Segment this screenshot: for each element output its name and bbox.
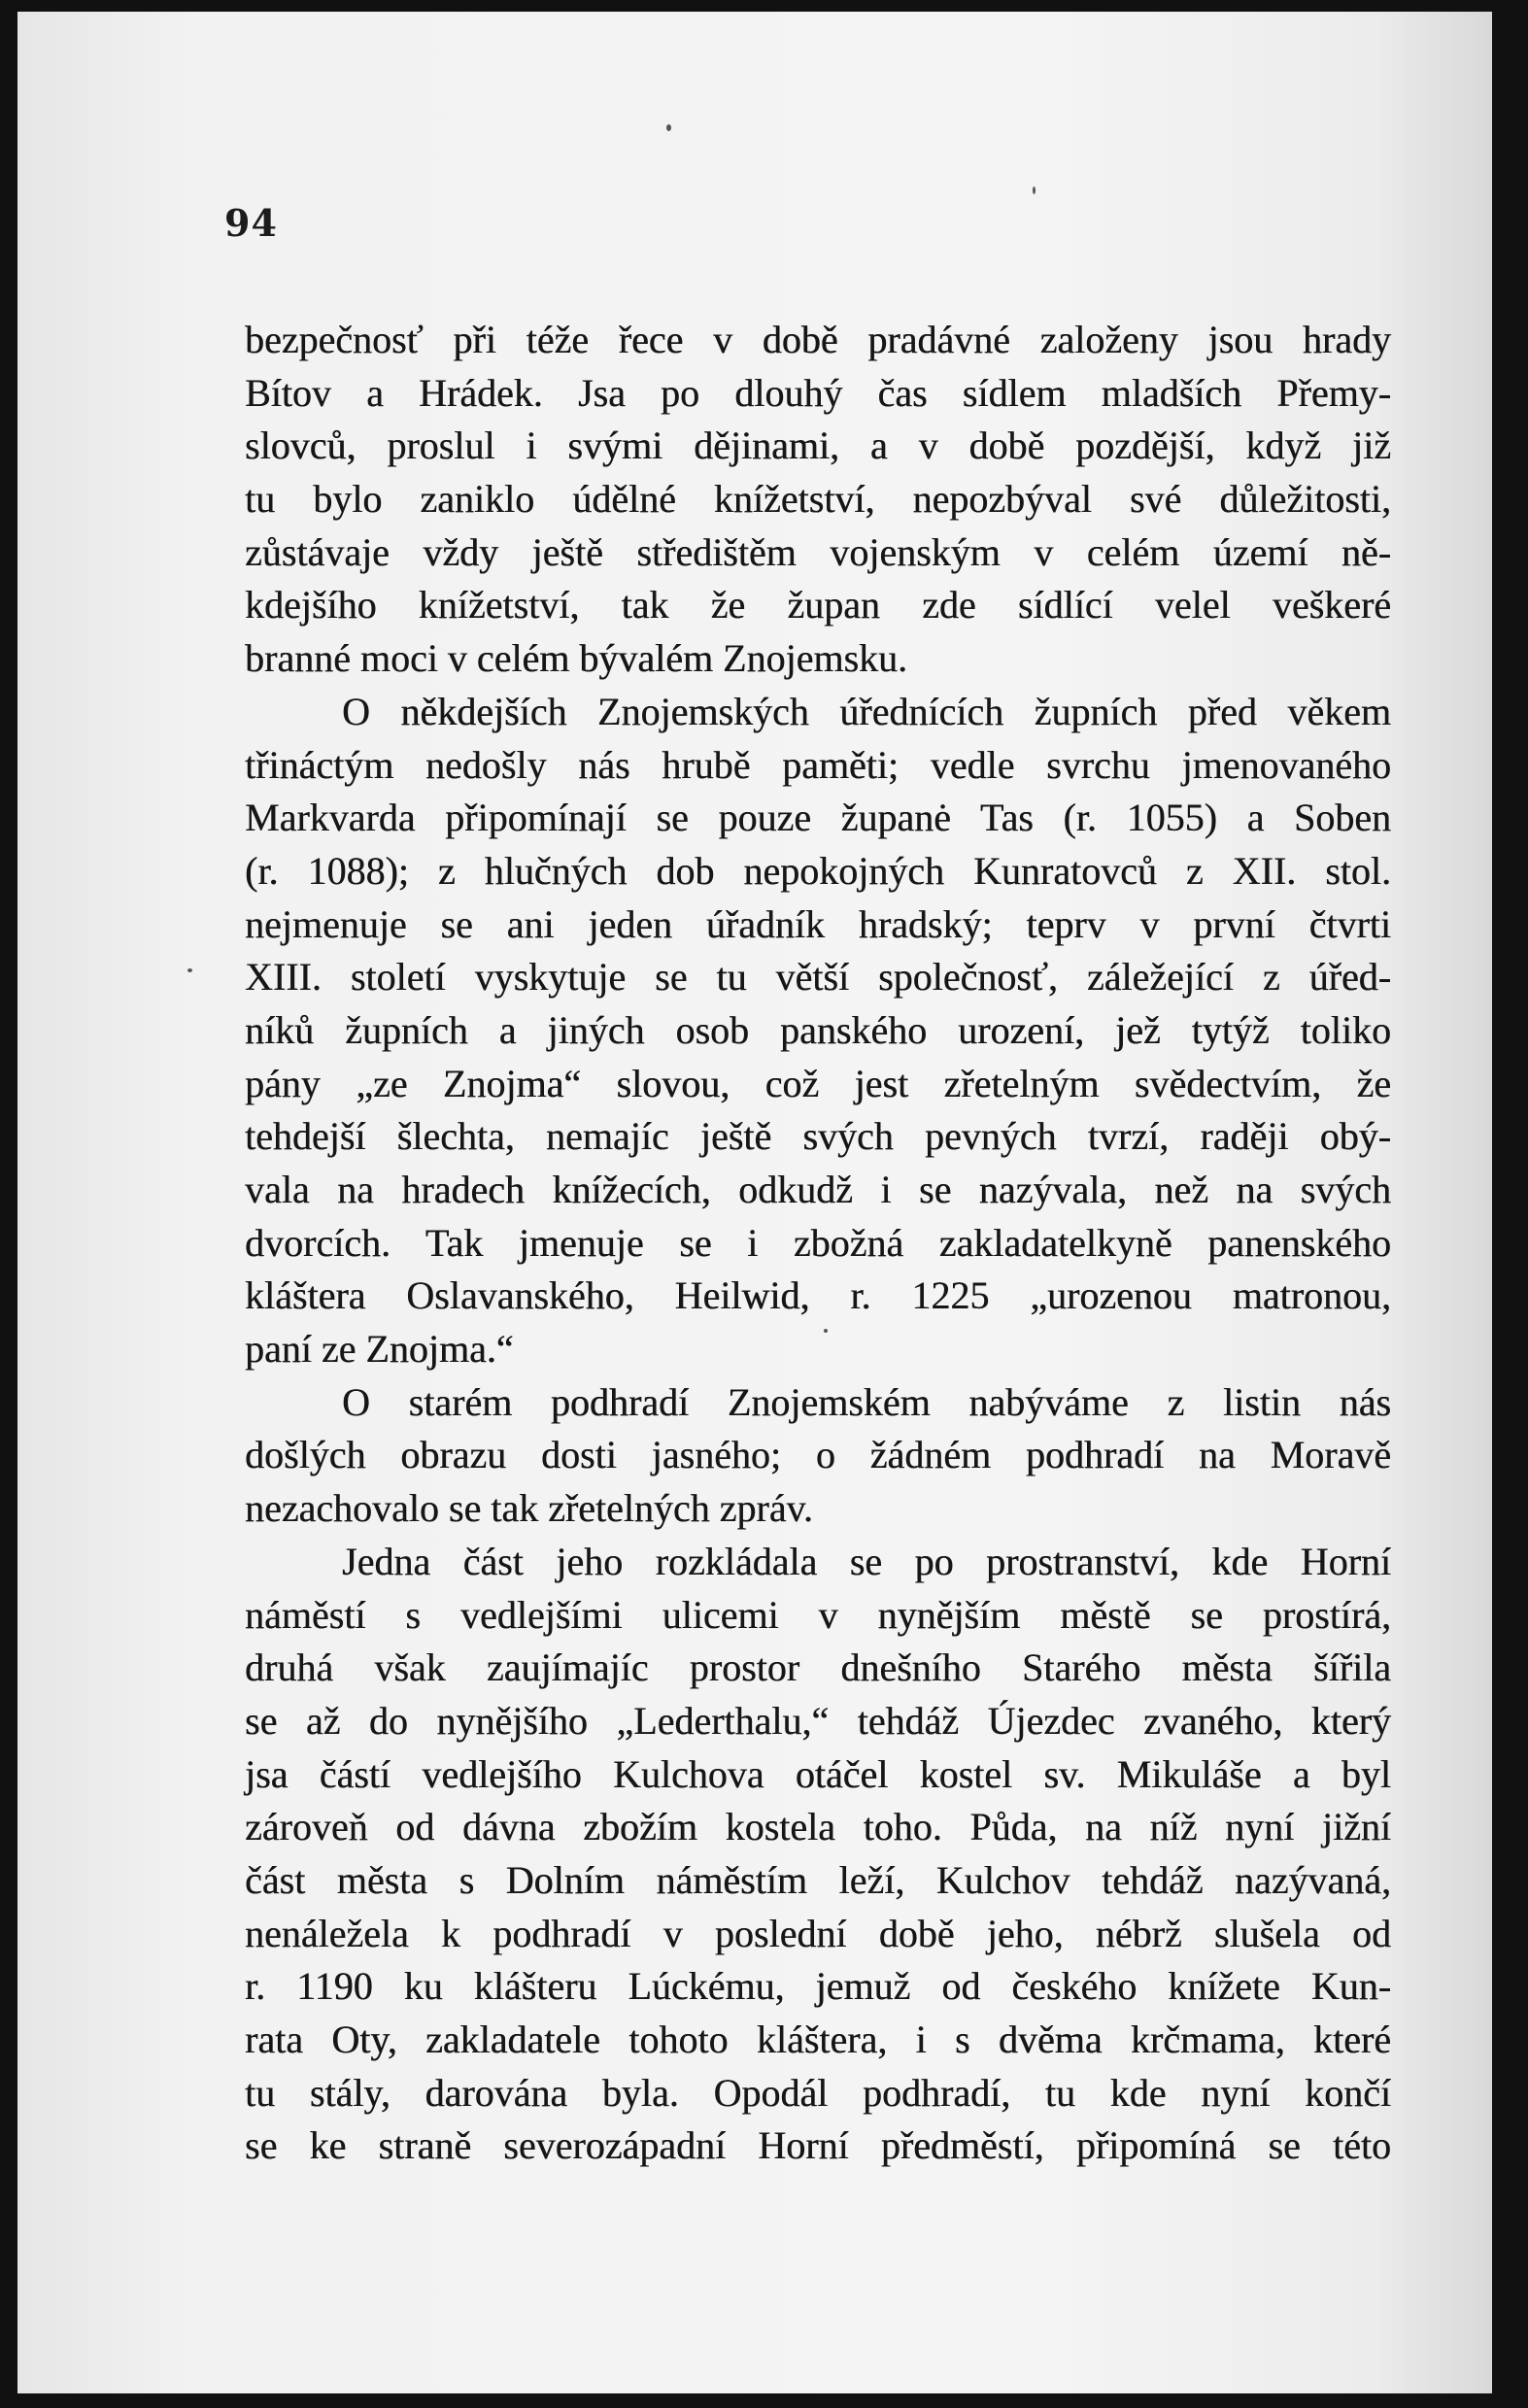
text-line: XIII. století vyskytuje se tu větší společnosť, záležející z úřed- — [245, 955, 1391, 1000]
text-line: došlých obrazu dosti jasného; o žádném podhradí na Moravě — [245, 1433, 1391, 1477]
scan-speck — [666, 124, 671, 131]
text-line: (r. 1088); z hlučných dob nepokojných Kunratovců z XII. stol. — [245, 848, 1391, 893]
text-line: tu stály, darována byla. Opodál podhradí, tu kde nyní končí — [245, 2070, 1391, 2115]
text-line: třináctým nedošly nás hrubě paměti; vedle svrchu jmenovaného — [245, 742, 1391, 787]
text-line: tehdejší šlechta, nemajíc ještě svých pevných tvrzí, raději obý- — [245, 1114, 1391, 1159]
text-line: Bítov a Hrádek. Jsa po dlouhý čas sídlem mladších Přemy- — [245, 370, 1391, 415]
text-line: tu bylo zaniklo údělné knížetství, nepozbýval své důležitosti, — [245, 477, 1391, 522]
text-line: se až do nynějšího „Lederthalu,“ tehdáž Újezdec zvaného, který — [245, 1698, 1391, 1743]
text-line: bezpečnosť při téže řece v době pradávné založeny jsou hrady — [245, 318, 1391, 361]
text-line: nejmenuje se ani jeden úřadník hradský; teprv v první čtvrti — [245, 901, 1391, 946]
text-line: nenáležela k podhradí v poslední době jeho, nébrž slušela od — [245, 1911, 1391, 1955]
text-line: Jedna část jeho rozkládala se po prostranství, kde Horní — [342, 1539, 1391, 1583]
text-line: branné moci v celém bývalém Znojemsku. — [245, 636, 908, 681]
text-line: r. 1190 ku klášteru Lúckému, jemuž od českého knížete Kun- — [245, 1964, 1391, 2009]
text-line: druhá však zaujímajíc prostor dnešního Starého města šířila — [245, 1645, 1391, 1690]
text-line: jsa částí vedlejšího Kulchova otáčel kostel sv. Mikuláše a byl — [245, 1751, 1391, 1796]
scan-speck — [824, 1329, 828, 1333]
scan-speck — [1033, 187, 1036, 194]
text-line: nezachovalo se tak zřetelných zpráv. — [245, 1486, 813, 1531]
text-line: zůstávaje vždy ještě středištěm vojenským v celém území ně- — [245, 529, 1391, 574]
page-number: 94 — [224, 201, 278, 245]
scan-speck — [187, 968, 192, 972]
text-line: zároveň od dávna zbožím kostela toho. Půda, na níž nyní jižní — [245, 1805, 1391, 1849]
text-line: se ke straně severozápadní Horní předměstí, připomíná se této — [245, 2123, 1391, 2168]
book-page — [17, 12, 1492, 2393]
text-line: Markvarda připomínají se pouze županė Tas (r. 1055) a Soben — [245, 796, 1391, 840]
text-line: slovců, proslul i svými dějinami, a v době pozdější, když již — [245, 424, 1391, 468]
text-line: dvorcích. Tak jmenuje se i zbožná zakladatelkyně panenského — [245, 1220, 1391, 1265]
text-line: vala na hradech knížecích, odkudž i se nazývala, než na svých — [245, 1168, 1391, 1211]
text-line: O starém podhradí Znojemském nabýváme z listin nás — [342, 1379, 1391, 1424]
body-text — [245, 314, 1391, 2173]
text-line: kláštera Oslavanského, Heilwid, r. 1225 „urozenou matronou, — [245, 1273, 1391, 1318]
text-line: pány „ze Znojma“ slovou, což jest zřetelným svědectvím, že — [245, 1061, 1391, 1105]
text-line: níků župních a jiných osob panského urození, jež tytýž toliko — [245, 1007, 1391, 1052]
text-line: kdejšího knížetství, tak že župan zde sídlící velel veškeré — [245, 583, 1391, 627]
text-line: rata Oty, zakladatele tohoto kláštera, i s dvěma krčmama, které — [245, 2018, 1391, 2061]
text-line: náměstí s vedlejšími ulicemi v nynějším městě se prostírá, — [245, 1592, 1391, 1637]
text-line: část města s Dolním náměstím leží, Kulchov tehdáž nazývaná, — [245, 1857, 1391, 1902]
text-line: paní ze Znojma.“ — [245, 1327, 514, 1372]
text-line: O někdejších Znojemských úřednících župních před věkem — [342, 689, 1391, 733]
